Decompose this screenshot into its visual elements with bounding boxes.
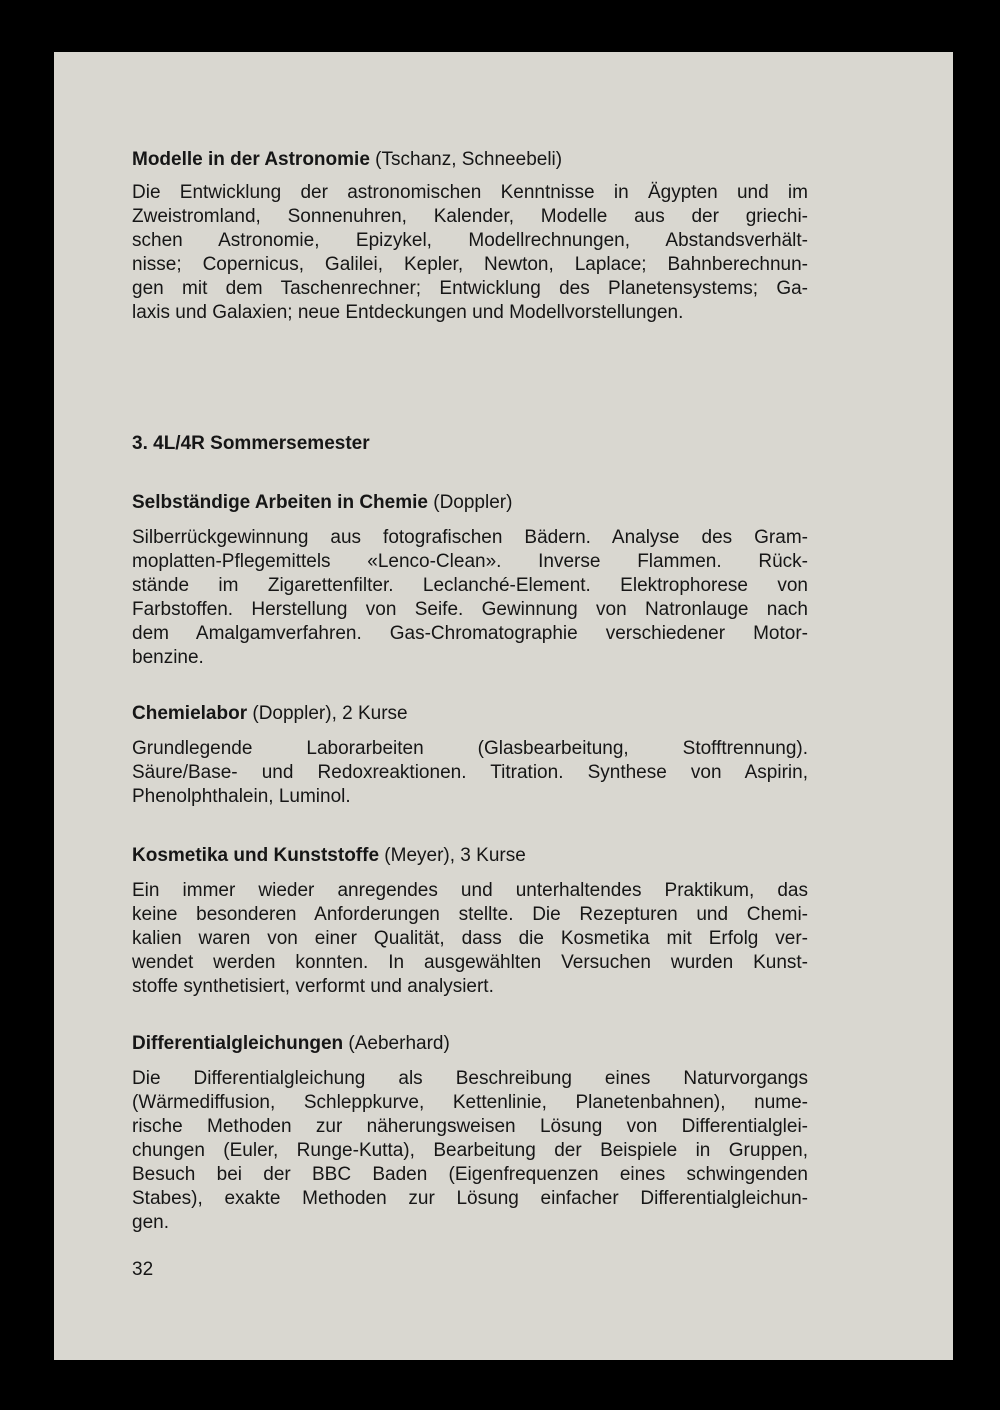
text-line: (Wärmediffusion, Schleppkurve, Kettenlinie, Planetenbahnen), nume- (132, 1092, 808, 1113)
section-body-chemie (132, 526, 808, 670)
text-line: rische Methoden zur näherungsweisen Lösung von Differentialglei- (132, 1116, 808, 1137)
text-line: kalien waren von einer Qualität, dass die Kosmetika mit Erfolg ver- (132, 928, 808, 949)
section-title: Modelle in der Astronomie (132, 149, 370, 170)
section-body-kosmetika (132, 879, 808, 999)
page-number: 32 (132, 1259, 154, 1280)
text-line: wendet werden konnten. In ausgewählten Versuchen wurden Kunst- (132, 952, 808, 973)
section-title: Chemielabor (132, 703, 248, 724)
section-heading-chemie (132, 491, 512, 515)
section-heading-labor (132, 702, 408, 726)
text-line: nisse; Copernicus, Galilei, Kepler, Newton, Laplace; Bahnberechnun- (132, 254, 808, 275)
section-authors: (Tschanz, Schneebeli) (369, 149, 563, 170)
text-line: Stabes), exakte Methoden zur Lösung einfacher Differentialgleichun- (132, 1188, 808, 1209)
text-line: gen. (132, 1212, 169, 1233)
text-line: Farbstoffen. Herstellung von Seife. Gewinnung von Natronlauge nach (132, 599, 808, 620)
text-line: Besuch bei der BBC Baden (Eigenfrequenzen eines schwingenden (132, 1164, 808, 1185)
document-page (54, 52, 953, 1360)
text-line: Die Differentialgleichung als Beschreibung eines Naturvorgangs (132, 1068, 808, 1089)
text-line: Grundlegende Laborarbeiten (Glasbearbeitung, Stofftrennung). (132, 738, 808, 759)
section-body-differentialgleichungen (132, 1067, 808, 1235)
text-line: stände im Zigarettenfilter. Leclanché-Element. Elektrophorese von (132, 575, 808, 596)
section-authors: (Meyer), 3 Kurse (379, 845, 526, 866)
section-authors: (Aeberhard) (343, 1033, 450, 1054)
section-body-astronomie (132, 181, 808, 325)
text-line: schen Astronomie, Epizykel, Modellrechnungen, Abstandsverhält- (132, 230, 808, 251)
section-title: Kosmetika und Kunststoffe (132, 845, 380, 866)
semester-title: 3. 4L/4R Sommersemester (132, 433, 370, 454)
section-body-labor (132, 737, 808, 809)
text-line: dem Amalgamverfahren. Gas-Chromatographie verschiedener Motor- (132, 623, 808, 644)
text-line: Ein immer wieder anregendes und unterhaltendes Praktikum, das (132, 880, 808, 901)
text-line: keine besonderen Anforderungen stellte. Die Rezepturen und Chemi- (132, 904, 808, 925)
section-authors: (Doppler) (427, 492, 513, 513)
text-line: stoffe synthetisiert, verformt und analysiert. (132, 976, 494, 997)
text-line: benzine. (132, 647, 204, 668)
text-line: Phenolphthalein, Luminol. (132, 786, 351, 807)
section-title: Selbständige Arbeiten in Chemie (132, 492, 428, 513)
text-line: Zweistromland, Sonnenuhren, Kalender, Modelle aus der griechi- (132, 206, 808, 227)
text-line: Silberrückgewinnung aus fotografischen Bädern. Analyse des Gram- (132, 527, 808, 548)
section-heading-differentialgleichungen (132, 1032, 450, 1056)
text-line: chungen (Euler, Runge-Kutta), Bearbeitung der Beispiele in Gruppen, (132, 1140, 808, 1161)
text-line: gen mit dem Taschenrechner; Entwicklung des Planetensystems; Ga- (132, 278, 808, 299)
text-line: moplatten-Pflegemittels «Lenco-Clean». Inverse Flammen. Rück- (132, 551, 808, 572)
text-line: Die Entwicklung der astronomischen Kenntnisse in Ägypten und im (132, 182, 808, 203)
section-heading-kosmetika (132, 844, 526, 868)
section-heading-astronomie (132, 148, 562, 172)
text-line: laxis und Galaxien; neue Entdeckungen und Modellvorstellungen. (132, 302, 684, 323)
section-title: Differentialgleichungen (132, 1033, 344, 1054)
text-line: Säure/Base- und Redoxreaktionen. Titration. Synthese von Aspirin, (132, 762, 808, 783)
section-authors: (Doppler), 2 Kurse (247, 703, 408, 724)
